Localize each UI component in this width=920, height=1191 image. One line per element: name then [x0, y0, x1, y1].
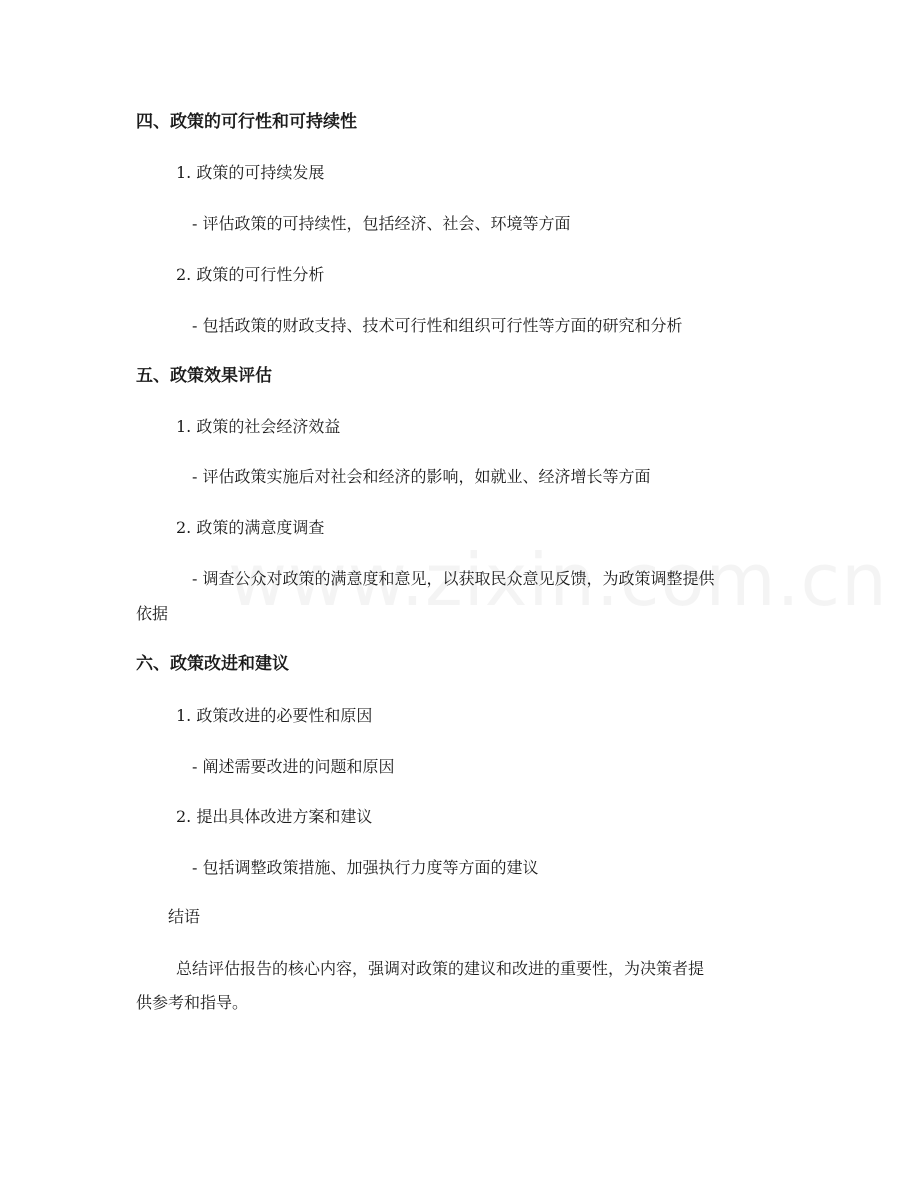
section5-item1: 1. 政策的社会经济效益	[176, 417, 341, 436]
section-heading-6: 六、政策改进和建议	[136, 654, 289, 674]
section4-item1-detail: - 评估政策的可持续性，包括经济、社会、环境等方面	[192, 214, 571, 233]
section6-item1-detail: - 阐述需要改进的问题和原因	[192, 757, 395, 776]
section4-item2: 2. 政策的可行性分析	[176, 265, 325, 284]
section-heading-5: 五、政策效果评估	[136, 366, 272, 386]
section5-item2-detail-line2: 依据	[136, 604, 169, 623]
section-heading-4: 四、政策的可行性和可持续性	[136, 112, 357, 132]
conclusion-line2: 供参考和指导。	[136, 993, 249, 1012]
section6-item2-detail: - 包括调整政策措施、加强执行力度等方面的建议	[192, 858, 539, 877]
section5-item2-detail-line1: - 调查公众对政策的满意度和意见，以获取民众意见反馈，为政策调整提供	[192, 569, 715, 588]
section4-item2-detail: - 包括政策的财政支持、技术可行性和组织可行性等方面的研究和分析	[192, 316, 683, 335]
section6-item1: 1. 政策改进的必要性和原因	[176, 706, 373, 725]
conclusion-heading: 结语	[168, 907, 201, 926]
section6-item2: 2. 提出具体改进方案和建议	[176, 807, 373, 826]
section4-item1: 1. 政策的可持续发展	[176, 163, 325, 182]
section5-item2: 2. 政策的满意度调查	[176, 518, 325, 537]
section5-item1-detail: - 评估政策实施后对社会和经济的影响，如就业、经济增长等方面	[192, 467, 651, 486]
conclusion-line1: 总结评估报告的核心内容，强调对政策的建议和改进的重要性，为决策者提	[176, 959, 705, 978]
